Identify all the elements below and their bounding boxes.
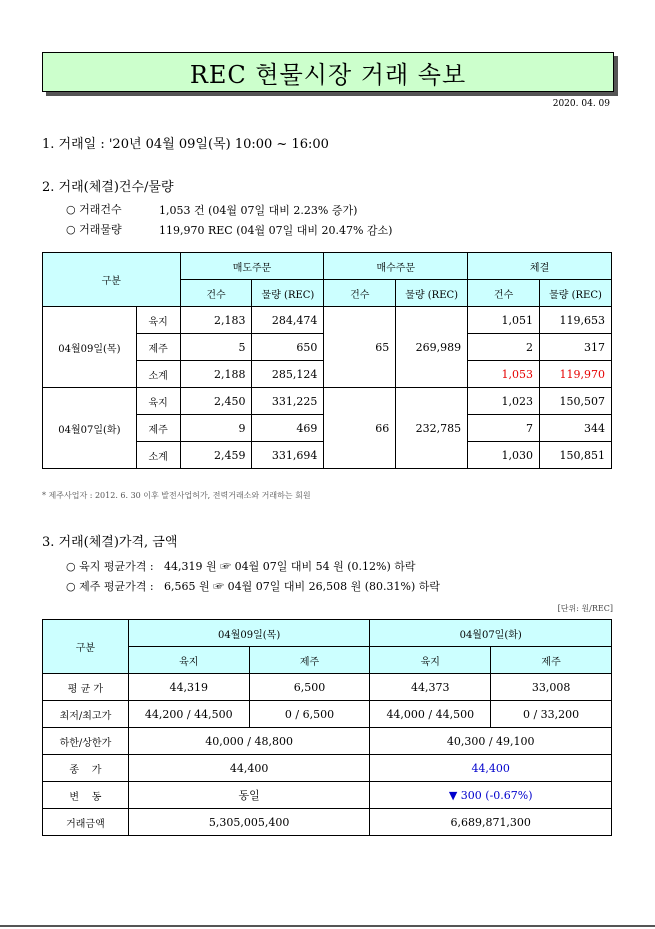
amount-0407: 6,689,871,300	[370, 809, 612, 836]
price-amount-table	[42, 619, 612, 836]
buy-volume: 269,989	[396, 307, 468, 388]
header-count: 건수	[180, 280, 252, 307]
deal-volume: 344	[540, 415, 612, 442]
header-gubun: 구분	[43, 253, 181, 307]
report-title	[42, 52, 614, 92]
header-volume: 물량 (REC)	[252, 280, 324, 307]
table-row	[43, 388, 612, 415]
table-row	[43, 809, 612, 836]
trade-count-value: 1,053 건 (04월 07일 대비 2.23% 증가)	[159, 204, 358, 217]
table-row	[43, 782, 612, 809]
sell-count: 2,183	[180, 307, 252, 334]
header-land: 육지	[370, 647, 491, 674]
header-jeju: 제주	[249, 647, 370, 674]
row-label-change: 변 동	[43, 782, 129, 809]
header-land: 육지	[128, 647, 249, 674]
header-count: 건수	[324, 280, 396, 307]
group-date: 04월07일(화)	[43, 388, 137, 469]
limit-0407: 40,300 / 49,100	[370, 728, 612, 755]
deal-count: 1,030	[468, 442, 540, 469]
report-title-text: REC 현물시장 거래 속보	[189, 60, 467, 89]
table-row	[43, 755, 612, 782]
buy-count: 66	[324, 388, 396, 469]
jeju-footnote: * 제주사업자 : 2012. 6. 30 이후 발전사업허가, 전력거래소와 거래하는 회원	[42, 491, 311, 500]
sell-volume: 331,225	[252, 388, 324, 415]
header-deal: 체결	[468, 253, 612, 280]
land-price-summary: ○ 육지 평균가격 : 44,319 원 ☞ 04월 07일 대비 54 원 (0.12%) 하락	[66, 560, 416, 573]
jeju-price-summary: ○ 제주 평균가격 : 6,565 원 ☞ 04월 07일 대비 26,508 원 (80.31%) 하락	[66, 580, 441, 593]
close-0409: 44,400	[128, 755, 370, 782]
header-volume: 물량 (REC)	[396, 280, 468, 307]
header-buy-order: 매수주문	[324, 253, 468, 280]
sell-count: 2,450	[180, 388, 252, 415]
amount-0409: 5,305,005,400	[128, 809, 370, 836]
sell-count: 2,188	[180, 361, 252, 388]
deal-volume: 317	[540, 334, 612, 361]
avg-0409-land: 44,319	[128, 674, 249, 701]
trade-volume-label: ○ 거래물량	[66, 223, 122, 236]
minmax-0409-land: 44,200 / 44,500	[128, 701, 249, 728]
row-label-avg: 평 균 가	[43, 674, 129, 701]
buy-volume: 232,785	[396, 388, 468, 469]
row-label: 제주	[136, 415, 180, 442]
table-row	[43, 701, 612, 728]
sell-volume: 650	[252, 334, 324, 361]
table-row	[43, 728, 612, 755]
sell-volume: 469	[252, 415, 324, 442]
limit-0409: 40,000 / 48,800	[128, 728, 370, 755]
deal-volume-highlight: 119,970	[540, 361, 612, 388]
sell-count: 9	[180, 415, 252, 442]
header-date-0407: 04월07일(화)	[370, 620, 612, 647]
header-jeju: 제주	[491, 647, 612, 674]
page-bottom-divider	[0, 925, 655, 927]
avg-0407-land: 44,373	[370, 674, 491, 701]
row-label-amount: 거래금액	[43, 809, 129, 836]
sell-volume: 285,124	[252, 361, 324, 388]
row-label: 소계	[136, 361, 180, 388]
group-date: 04월09일(목)	[43, 307, 137, 388]
deal-volume: 150,851	[540, 442, 612, 469]
trade-count-label: ○ 거래건수	[66, 203, 122, 216]
close-0407: 44,400	[370, 755, 612, 782]
deal-count: 7	[468, 415, 540, 442]
header-count: 건수	[468, 280, 540, 307]
report-date: 2020. 04. 09	[552, 99, 610, 109]
section3-heading: 3. 거래(체결)가격, 금액	[42, 535, 178, 550]
minmax-0409-jeju: 0 / 6,500	[249, 701, 370, 728]
deal-count: 2	[468, 334, 540, 361]
sell-count: 5	[180, 334, 252, 361]
deal-volume: 150,507	[540, 388, 612, 415]
avg-0407-jeju: 33,008	[491, 674, 612, 701]
trade-count-volume-table	[42, 252, 612, 469]
table-row	[43, 674, 612, 701]
sell-volume: 284,474	[252, 307, 324, 334]
sell-count: 2,459	[180, 442, 252, 469]
trade-volume-value: 119,970 REC (04월 07일 대비 20.47% 감소)	[159, 224, 393, 237]
header-gubun: 구분	[43, 620, 129, 674]
deal-volume: 119,653	[540, 307, 612, 334]
row-label: 육지	[136, 388, 180, 415]
minmax-0407-land: 44,000 / 44,500	[370, 701, 491, 728]
table-row	[43, 307, 612, 334]
row-label-close: 종 가	[43, 755, 129, 782]
sell-volume: 331,694	[252, 442, 324, 469]
header-volume: 물량 (REC)	[540, 280, 612, 307]
unit-label: [단위: 원/REC]	[557, 604, 613, 613]
header-date-0409: 04월09일(목)	[128, 620, 370, 647]
deal-count: 1,023	[468, 388, 540, 415]
row-label: 소계	[136, 442, 180, 469]
minmax-0407-jeju: 0 / 33,200	[491, 701, 612, 728]
section2-heading: 2. 거래(체결)건수/물량	[42, 180, 174, 195]
deal-count-highlight: 1,053	[468, 361, 540, 388]
deal-count: 1,051	[468, 307, 540, 334]
row-label-limit: 하한/상한가	[43, 728, 129, 755]
row-label: 육지	[136, 307, 180, 334]
avg-0409-jeju: 6,500	[249, 674, 370, 701]
header-sell-order: 매도주문	[180, 253, 324, 280]
section1-heading: 1. 거래일 : '20년 04월 09일(목) 10:00 ~ 16:00	[42, 137, 329, 152]
change-0409: 동일	[128, 782, 370, 809]
row-label: 제주	[136, 334, 180, 361]
buy-count: 65	[324, 307, 396, 388]
row-label-minmax: 최저/최고가	[43, 701, 129, 728]
change-0407: ▼ 300 (-0.67%)	[370, 782, 612, 809]
